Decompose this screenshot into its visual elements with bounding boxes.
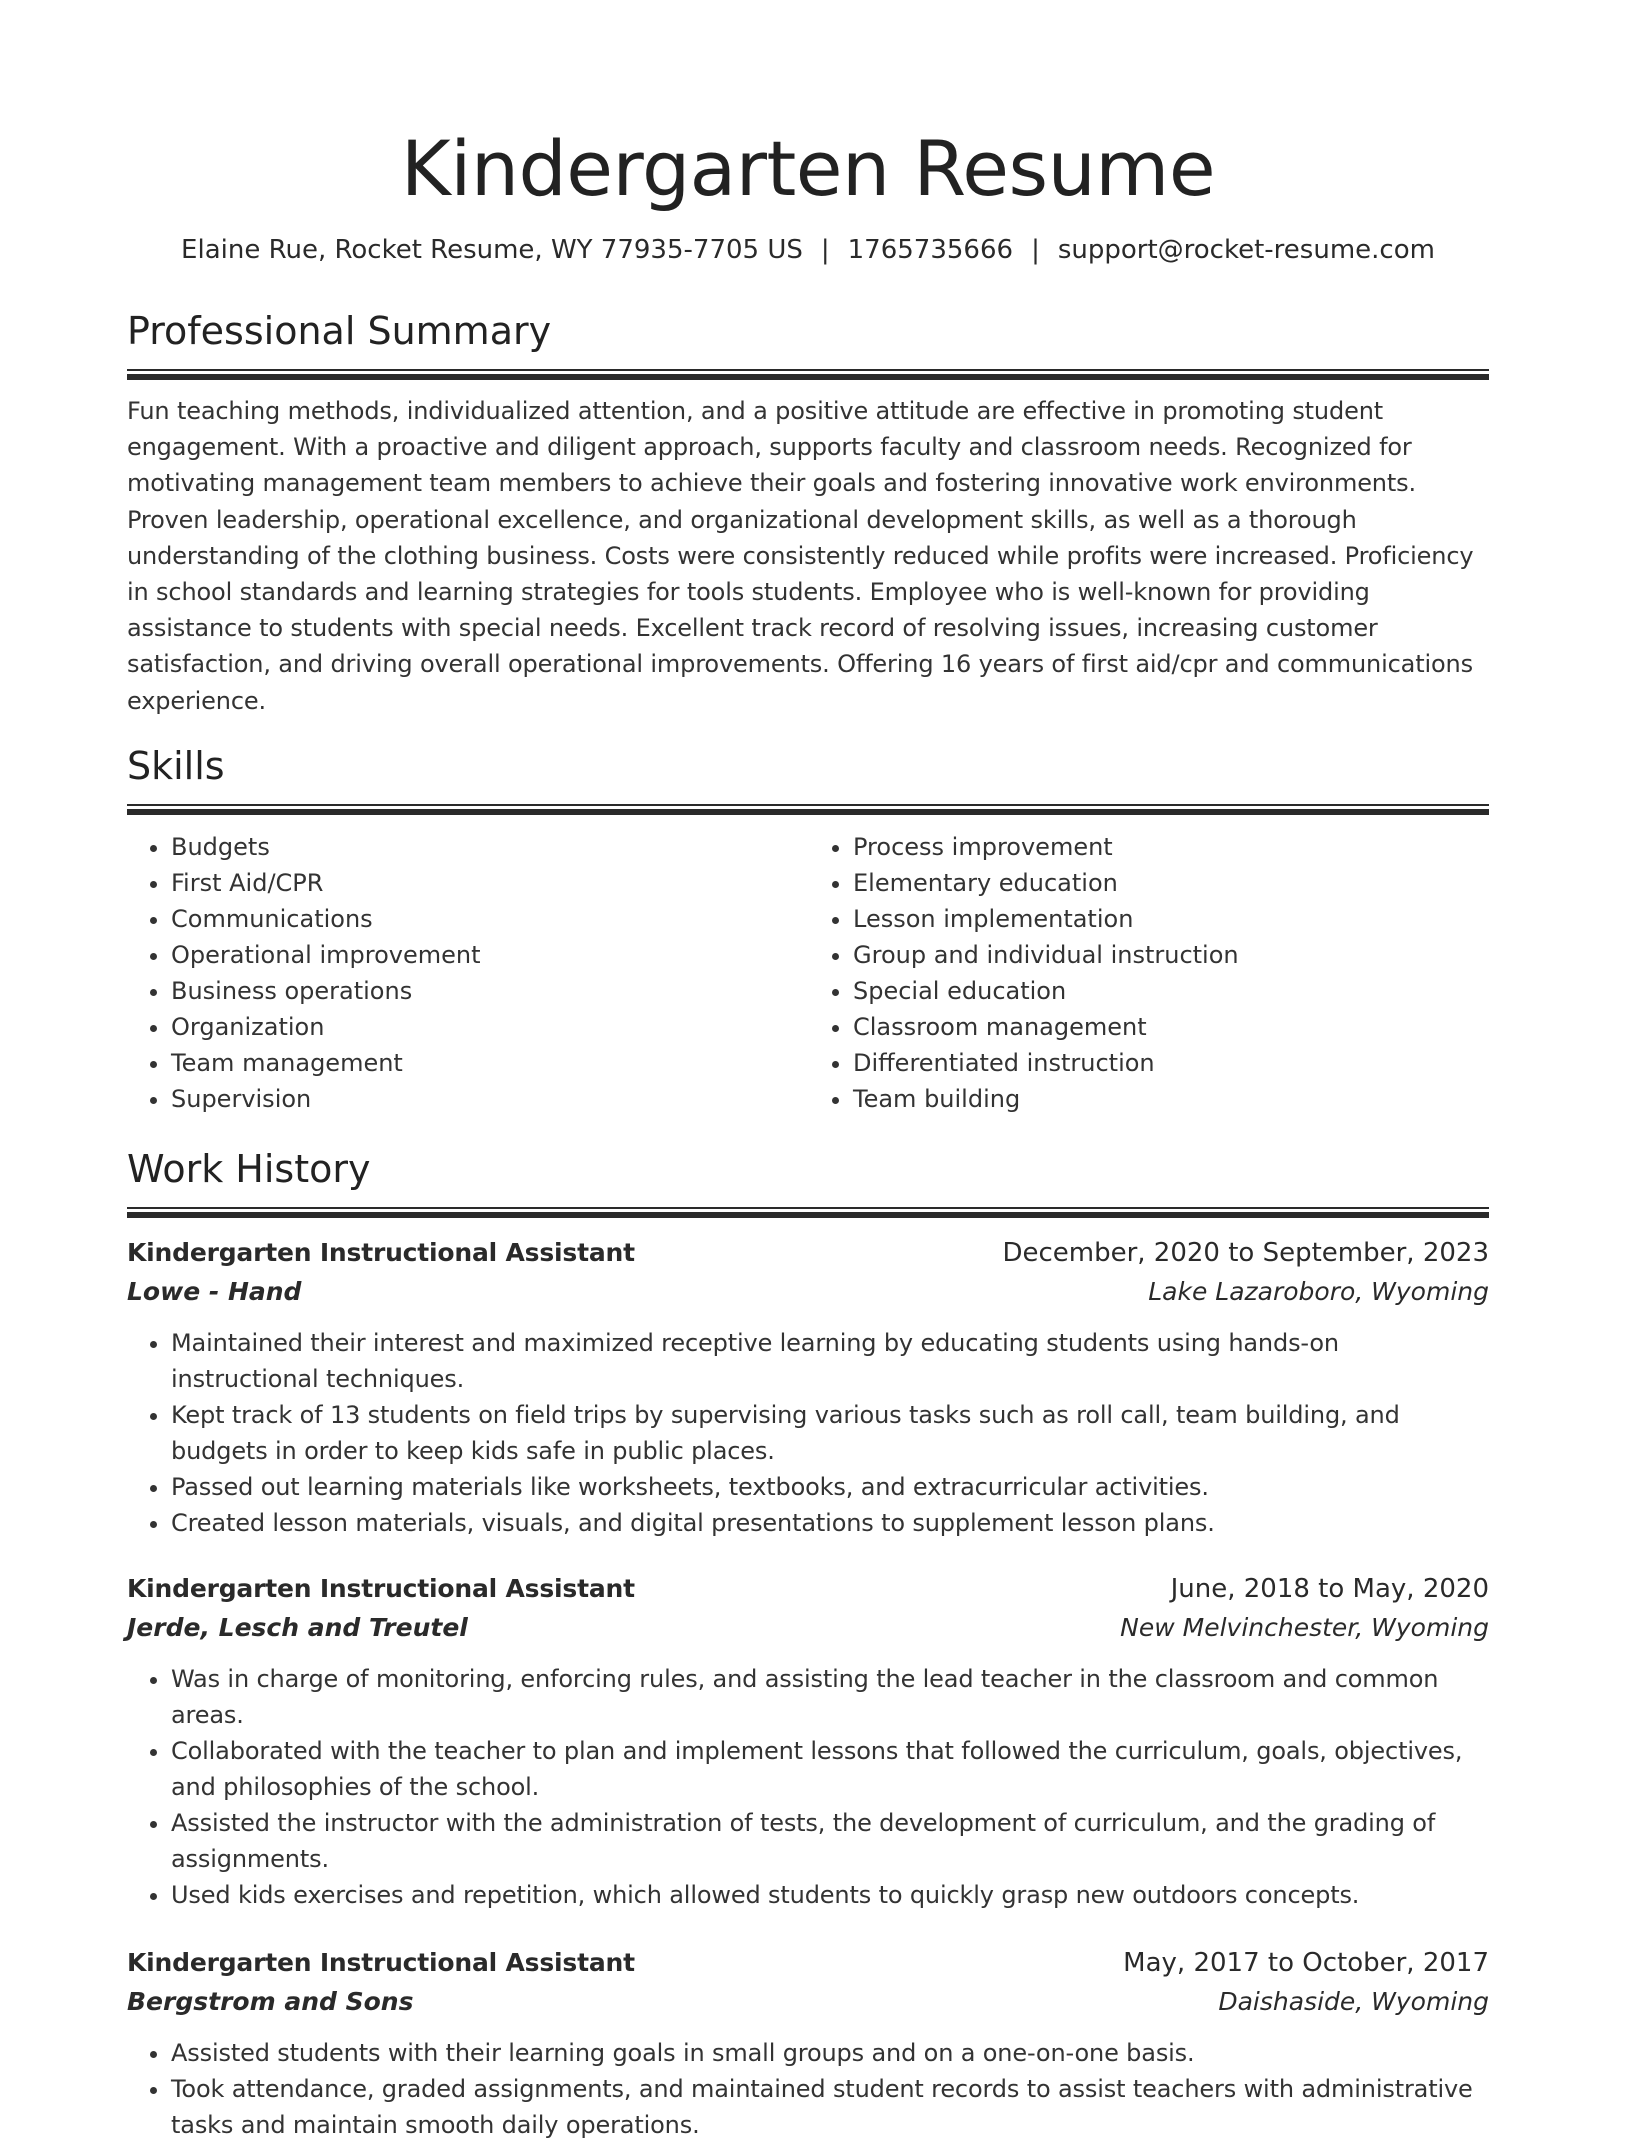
skill-item: • First Aid/CPR — [171, 865, 808, 901]
job-bullet: • Maintained their interest and maximized receptive learning by educating students using hands-on instructional techniques. — [171, 1325, 1489, 1397]
section-divider — [127, 369, 1489, 380]
section-divider — [127, 804, 1489, 815]
job-subheader — [127, 1610, 1489, 1646]
skills-heading: Skills — [127, 743, 225, 788]
skill-item: • Lesson implementation — [853, 901, 1489, 937]
company-name: Lowe - Hand — [127, 1276, 302, 1306]
job-bullet: • Used kids exercises and repetition, which allowed students to quickly grasp new outdoors concepts. — [171, 1877, 1489, 1913]
job-location: Lake Lazaroboro, Wyoming — [1148, 1276, 1489, 1306]
job-title: Kindergarten Instructional Assistant — [127, 1947, 635, 1977]
job-dates: May, 2017 to October, 2017 — [1123, 1947, 1489, 1978]
skill-item: • Group and individual instruction — [853, 937, 1489, 973]
skill-item: • Team building — [853, 1081, 1489, 1117]
job-bullet: • Kept track of 13 students on field trips by supervising various tasks such as roll call, team building, and budgets in order to keep kids safe in public places. — [171, 1397, 1489, 1469]
skills-columns — [127, 829, 1489, 1117]
job-entry — [127, 1571, 1489, 1913]
skill-item: • Team management — [171, 1045, 808, 1081]
contact-separator: | — [1031, 235, 1040, 265]
contact-email: support@rocket-resume.com — [1057, 235, 1435, 265]
summary-section — [127, 307, 1489, 719]
skill-item: • Classroom management — [853, 1009, 1489, 1045]
job-bullet: • Collaborated with the teacher to plan and implement lessons that followed the curriculum, goals, objectives, and philosophies of the school. — [171, 1733, 1489, 1805]
skill-item: • Communications — [171, 901, 808, 937]
job-dates: June, 2018 to May, 2020 — [1170, 1573, 1489, 1604]
job-bullet: • Took attendance, graded assignments, and maintained student records to assist teachers with administrative tasks and maintain smooth daily operations. — [171, 2071, 1489, 2143]
job-location: Daishaside, Wyoming — [1218, 1986, 1489, 2016]
work-history-section — [127, 1145, 1489, 2143]
job-bullets — [127, 2035, 1489, 2143]
skills-list-right — [808, 829, 1489, 1117]
contact-line — [127, 233, 1489, 267]
company-name: Jerde, Lesch and Treutel — [127, 1612, 468, 1642]
job-header — [127, 1571, 1489, 1607]
job-bullet: • Assisted students with their learning goals in small groups and on a one-on-one basis. — [171, 2035, 1489, 2071]
job-location: New Melvinchester, Wyoming — [1120, 1612, 1489, 1642]
skill-item: • Operational improvement — [171, 937, 808, 973]
job-header — [127, 1235, 1489, 1271]
job-header — [127, 1945, 1489, 1981]
job-title: Kindergarten Instructional Assistant — [127, 1237, 635, 1267]
contact-phone: 1765735666 — [847, 235, 1014, 265]
summary-heading: Professional Summary — [127, 309, 552, 353]
skill-item: • Differentiated instruction — [853, 1045, 1489, 1081]
company-name: Bergstrom and Sons — [127, 1986, 414, 2016]
jobs-list — [127, 1235, 1489, 2143]
job-bullets — [127, 1325, 1489, 1541]
skill-item: • Elementary education — [853, 865, 1489, 901]
job-entry — [127, 1235, 1489, 1541]
job-dates: December, 2020 to September, 2023 — [1002, 1237, 1489, 1268]
contact-separator: | — [820, 235, 830, 265]
job-entry — [127, 1945, 1489, 2143]
job-bullet: • Was in charge of monitoring, enforcing rules, and assisting the lead teacher in the classroom and common areas. — [171, 1661, 1489, 1733]
skill-item: • Business operations — [171, 973, 808, 1009]
job-bullet: • Created lesson materials, visuals, and digital presentations to supplement lesson plans. — [171, 1505, 1489, 1541]
summary-text: Fun teaching methods, individualized attention, and a positive attitude are effective in promoting student engagement. With a proactive and diligent approach, supports faculty and classroom needs. Recognized for motivating management team members to achieve their goals and fostering innovative work environments. Proven leadership, operational excellence, and organizational development skills, as well as a thorough understanding of the clothing business. Costs were consistently reduced while profits were increased. Proficiency in school standards and learning strategies for tools students. Employee who is well-known for providing assistance to students with special needs. Excellent track record of resolving issues, increasing customer satisfaction, and driving overall operational improvements. Offering 16 years of first aid/cpr and communications experience. — [127, 397, 1474, 715]
skills-section — [127, 742, 1489, 1117]
job-title: Kindergarten Instructional Assistant — [127, 1573, 635, 1603]
skill-item: • Special education — [853, 973, 1489, 1009]
skill-item: • Organization — [171, 1009, 808, 1045]
resume-title: Kindergarten Resume — [400, 124, 1216, 213]
skill-item: • Process improvement — [853, 829, 1489, 865]
section-divider — [127, 1207, 1489, 1218]
contact-address: Elaine Rue, Rocket Resume, WY 77935-7705 US — [181, 235, 803, 265]
skill-item: • Budgets — [171, 829, 808, 865]
work-history-heading: Work History — [127, 1146, 371, 1191]
job-subheader — [127, 1984, 1489, 2020]
job-bullet: • Passed out learning materials like worksheets, textbooks, and extracurricular activities. — [171, 1469, 1489, 1505]
job-bullet: • Assisted the instructor with the administration of tests, the development of curriculum, and the grading of assignments. — [171, 1805, 1489, 1877]
resume-page — [127, 0, 1489, 2143]
job-subheader — [127, 1274, 1489, 1310]
skills-list-left — [127, 829, 808, 1117]
skill-item: • Supervision — [171, 1081, 808, 1117]
job-bullets — [127, 1661, 1489, 1913]
